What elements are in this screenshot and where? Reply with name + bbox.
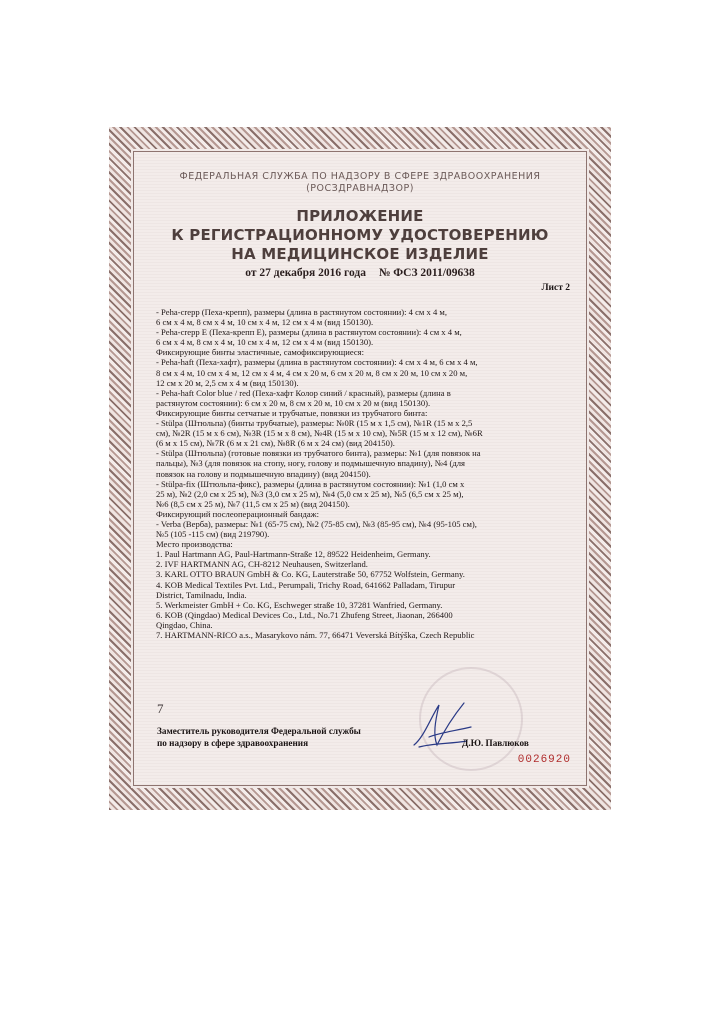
body-line: - Peha-haft (Пеха-хафт), размеры (длина в растянутом состоянии): 4 см х 4 м, 6 см х 4 м, (156, 357, 478, 368)
signer-title (157, 726, 361, 749)
title-line-2: К РЕГИСТРАЦИОННОМУ УДОСТОВЕРЕНИЮ (171, 226, 549, 244)
body-line: Место производства: (156, 539, 233, 550)
body-line: 6 см х 4 м, 8 см х 4 м, 10 см х 4 м, 12 см х 4 м (вид 150130). (156, 337, 374, 348)
signer-title-line-1: Заместитель руководителя Федеральной службы (157, 726, 361, 736)
date-and-number (159, 267, 561, 279)
body-line: - Peha-haft Color blue / red (Пеха-хафт Колор синий / красный), размеры (длина в (156, 387, 451, 398)
body-text (156, 307, 576, 640)
date-prefix: от (245, 267, 257, 279)
signer-name: Д.Ю. Павлюков (462, 738, 529, 748)
signer-title-line-2: по надзору в сфере здравоохранения (157, 737, 309, 748)
body-line: (6 м х 15 см), №7R (6 м х 21 см), №8R (6 м х 24 см) (вид 204150). (156, 438, 395, 449)
body-line: 5. Werkmeister GmbH + Co. KG, Eschweger straße 10, 37281 Wanfried, Germany. (156, 599, 443, 610)
sheet-number: Лист 2 (541, 283, 570, 293)
body-line: - Verba (Верба), размеры: №1 (65-75 см), №2 (75-85 см), №3 (85-95 см), №4 (95-105 см), (156, 518, 477, 529)
body-line: 6 см х 4 м, 8 см х 4 м, 10 см х 4 м, 12 см х 4 м (вид 150130). (156, 317, 374, 328)
body-line: растянутом состоянии): 6 см х 20 м, 8 см х 20 м, 10 см х 20 м (вид 150130). (156, 397, 431, 408)
agency-name: ФЕДЕРАЛЬНАЯ СЛУЖБА ПО НАДЗОРУ В СФЕРЕ ЗДРАВООХРАНЕНИЯ (179, 171, 541, 182)
body-line: Фиксирующие бинты сетчатые и трубчатые, повязки из трубчатого бинта: (156, 407, 428, 418)
title-line-1: ПРИЛОЖЕНИЕ (296, 207, 424, 225)
body-line: Фиксирующий послеоперационный бандаж: (156, 508, 319, 519)
certificate-sheet (109, 127, 611, 810)
body-line: 4. KOB Medical Textiles Pvt. Ltd., Perumpali, Trichy Road, 641662 Palladam, Tirupur (156, 579, 456, 590)
body-line: Qingdao, China. (156, 619, 213, 630)
body-line: - Stülpa (Штюльпа) (готовые повязки из трубчатого бинта), размеры: №1 (для повязок на (156, 448, 481, 459)
body-line: 8 см х 4 м, 10 см х 4 м, 12 см х 4 м, 4 см х 20 м, 6 см х 20 м, 8 см х 20 м, 10 см х 20 м, (156, 367, 468, 378)
serial-number: 0026920 (517, 754, 571, 766)
handwritten-mark: 7 (157, 701, 164, 716)
issue-date: 27 декабря 2016 года (259, 267, 366, 279)
body-line: пальцы), №3 (для повязок на стопу, ногу, голову и подмышечную впадину), №4 (для (156, 458, 465, 469)
body-line: 2. IVF HARTMANN AG, CH-8212 Neuhausen, Switzerland. (156, 559, 368, 570)
body-line: см), №2R (15 м х 6 см), №3R (15 м х 8 см), №4R (15 м х 10 см), №5R (15 м х 12 см), №6R (156, 428, 483, 439)
body-line: повязок на голову и подмышечную впадину) (вид 204150). (156, 468, 371, 479)
body-line: Фиксирующие бинты эластичные, самофиксирующиеся: (156, 347, 365, 358)
body-line: 3. KARL OTTO BRAUN GmbH & Co. KG, Lauterstraße 50, 67752 Wolfstein, Germany. (156, 569, 465, 580)
body-line: 12 см х 20 м, 2,5 см х 4 м (вид 150130). (156, 377, 299, 388)
body-line: - Peha-crepp E (Пеха-крепп E), размеры (длина в растянутом состоянии): 4 см х 4 м, (156, 327, 462, 338)
body-line: 1. Paul Hartmann AG, Paul-Hartmann-Straße 12, 89522 Heidenheim, Germany. (156, 549, 431, 560)
title-line-3: НА МЕДИЦИНСКОЕ ИЗДЕЛИЕ (231, 245, 489, 263)
body-line: 25 м), №2 (2,0 см х 25 м), №3 (3,0 см х 25 м), №4 (5,0 см х 25 м), №5 (6,5 см х 25 м), (156, 488, 464, 499)
body-line: - Stülpa (Штюльпа) (бинты трубчатые), размеры: №0R (15 м х 1,5 см), №1R (15 м х 2,5 (156, 418, 473, 429)
body-line: - Peha-crepp (Пеха-крепп), размеры (длина в растянутом состоянии): 4 см х 4 м, (156, 307, 447, 317)
body-line: №6 (8,5 см х 25 м), №7 (11,5 см х 25 м) (вид 204150). (156, 498, 350, 509)
body-line: №5 (105 -115 см) (вид 219790). (156, 529, 270, 540)
registration-number: ФСЗ 2011/09638 (393, 267, 475, 279)
body-line: District, Tamilnadu, India. (156, 589, 247, 600)
body-line: 6. KOB (Qingdao) Medical Devices Co., Ltd., No.71 Zhufeng Street, Jiaonan, 266400 (156, 609, 453, 620)
body-line: - Stülpa-fix (Штюльпа-фикс), размеры (длина в растянутом состоянии): №1 (1,0 см х (156, 478, 465, 489)
agency-abbreviation: (РОСЗДРАВНАДЗОР) (306, 183, 414, 194)
number-sign: № (378, 267, 391, 279)
body-line: 7. HARTMANN-RICO a.s., Masarykovo nám. 77, 66471 Veverská Bítýška, Czech Republic (156, 630, 475, 640)
